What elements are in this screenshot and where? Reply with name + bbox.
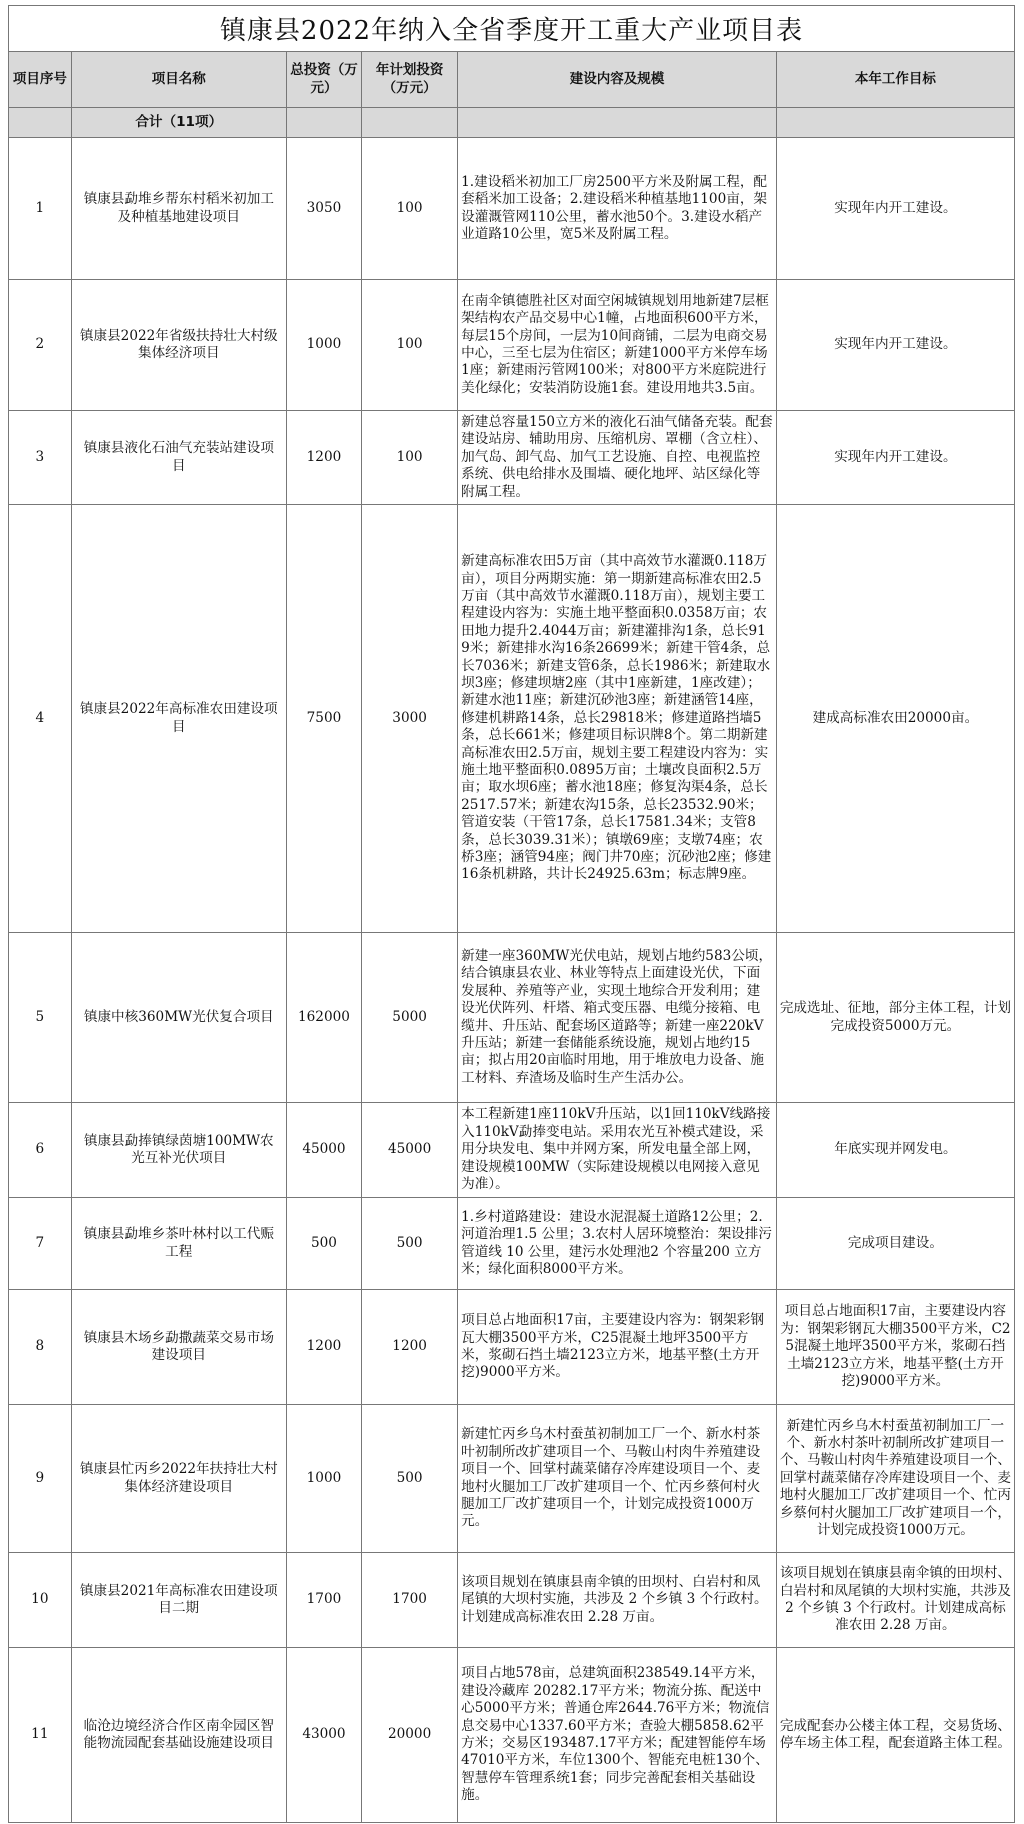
row-annual-investment: 500 <box>362 1198 458 1290</box>
header-annual-investment: 年计划投资（万元） <box>362 52 458 108</box>
row-seq: 10 <box>9 1553 72 1648</box>
header-goal: 本年工作目标 <box>776 52 1014 108</box>
row-goal: 年底实现并网发电。 <box>776 1103 1014 1198</box>
row-total-investment: 1200 <box>286 411 361 505</box>
row-project-name: 镇康县液化石油气充装站建设项目 <box>71 411 286 505</box>
table-row <box>9 1405 1015 1553</box>
row-project-name: 镇康县勐捧镇绿茵塘100MW农光互补光伏项目 <box>71 1103 286 1198</box>
table-row <box>9 411 1015 505</box>
row-annual-investment: 45000 <box>362 1103 458 1198</box>
row-seq: 8 <box>9 1290 72 1405</box>
row-content: 新建忙丙乡乌木村蚕茧初制加工厂一个、新水村茶叶初制所改扩建项目一个、马鞍山村肉牛养殖建设项目一个、回掌村蔬菜储存冷库建设项目一个、麦地村火腿加工厂改扩建项目一个、忙丙乡蔡何村火腿加工厂改扩建项目一个，计划完成投资1000万元。 <box>458 1405 777 1553</box>
row-goal: 完成选址、征地，部分主体工程，计划完成投资5000万元。 <box>776 933 1014 1103</box>
row-project-name: 镇康县忙丙乡2022年扶持壮大村集体经济建设项目 <box>71 1405 286 1553</box>
row-content: 新建高标准农田5万亩（其中高效节水灌溉0.118万亩），项目分两期实施：第一期新建高标准农田2.5万亩（其中高效节水灌溉0.118万亩），规划主要工程建设内容为：实施土地平整面积0.0358万亩；农田地力提升2.4044万亩；新建灌排沟1条，总长919米；新建排水沟16条26699米；新建干管4条，总长7036米；新建支管6条，总长1986米；新建取水坝3座；修建坝塘2座（其中1座新建，1座改建）；新建水池11座；新建沉砂池3座；新建涵管14座，修建机耕路14条，总长29818米；修建道路挡墙5条，总长661米；修建项目标识牌8个。第二期新建高标准农田2.5万亩，规划主要工程建设内容为：实施土地平整面积0.0895万亩；土壤改良面积2.5万亩；取水坝6座；蓄水池18座；修复沟渠4条，总长2517.57米；新建农沟15条，总长23532.90米；管道安装（干管17条，总长17581.34米；支管8条，总长3039.31米）；镇墩69座；支墩74座；农桥3座；涵管94座；阀门井70座；沉砂池2座；修建16条机耕路，共计长24925.63m；标志牌9座。 <box>458 505 777 933</box>
row-seq: 3 <box>9 411 72 505</box>
row-total-investment: 1000 <box>286 280 361 411</box>
row-content: 1.乡村道路建设：建设水泥混凝土道路12公里；2.河道治理1.5 公里；3.农村人居环境整治：架设排污管道线 10 公里，建污水处理池2 个容量200 立方米；绿化面积8000平方米。 <box>458 1198 777 1290</box>
table-row <box>9 280 1015 411</box>
row-goal: 实现年内开工建设。 <box>776 411 1014 505</box>
row-annual-investment: 1200 <box>362 1290 458 1405</box>
row-seq: 6 <box>9 1103 72 1198</box>
row-annual-investment: 100 <box>362 280 458 411</box>
row-total-investment: 1200 <box>286 1290 361 1405</box>
row-seq: 9 <box>9 1405 72 1553</box>
document-frame <box>8 5 1015 1817</box>
row-seq: 7 <box>9 1198 72 1290</box>
row-project-name: 镇康县2022年高标准农田建设项目 <box>71 505 286 933</box>
table-row <box>9 1103 1015 1198</box>
row-content: 该项目规划在镇康县南伞镇的田坝村、白岩村和凤尾镇的大坝村实施，共涉及 2 个乡镇 3 个行政村。计划建成高标准农田 2.28 万亩。 <box>458 1553 777 1648</box>
row-total-investment: 43000 <box>286 1648 361 1823</box>
row-goal: 该项目规划在镇康县南伞镇的田坝村、白岩村和凤尾镇的大坝村实施，共涉及 2 个乡镇 3 个行政村。计划建成高标准农田 2.28 万亩。 <box>776 1553 1014 1648</box>
table-row <box>9 1290 1015 1405</box>
row-content: 1.建设稻米初加工厂房2500平方米及附属工程，配套稻米加工设备；2.建设稻米种植基地1100亩，架设灌溉管网110公里，蓄水池50个。3.建设水稻产业道路10公里，宽5米及附属工程。 <box>458 138 777 280</box>
row-project-name: 镇康县勐堆乡茶叶林村以工代赈工程 <box>71 1198 286 1290</box>
row-content: 项目占地578亩，总建筑面积238549.14平方米，建设冷藏库 20282.17平方米；物流分拣、配送中心5000平方米；普通仓库2644.76平方米；物流信息交易中心1337.60平方米；查验大棚5858.62平方米；交易区193487.17平方米；配建智能停车场 47010平方米，车位1300个、智能充电桩130个、智慧停车管理系统1套；同步完善配套相关基础设施。 <box>458 1648 777 1823</box>
row-annual-investment: 500 <box>362 1405 458 1553</box>
row-content: 项目总占地面积17亩，主要建设内容为：钢架彩钢瓦大棚3500平方米，C25混凝土地坪3500平方米，浆砌石挡土墙2123立方米，地基平整(土方开挖)9000平方米。 <box>458 1290 777 1405</box>
row-content: 新建一座360MW光伏电站，规划占地约583公顷，结合镇康县农业、林业等特点上面建设光伏，下面发展种、养殖等产业，实现土地综合开发利用；建设光伏阵列、杆塔、箱式变压器、电缆分接箱、电缆井、升压站、配套场区道路等；新建一座220kV升压站；新建一套储能系统设施，规划占地约15亩；拟占用20亩临时用地，用于堆放电力设备、施工材料、弃渣场及临时生产生活办公。 <box>458 933 777 1103</box>
row-total-investment: 1700 <box>286 1553 361 1648</box>
table-row <box>9 1198 1015 1290</box>
row-seq: 11 <box>9 1648 72 1823</box>
table-row <box>9 505 1015 933</box>
total-label: 合计（11项） <box>71 108 286 138</box>
table-row <box>9 933 1015 1103</box>
row-goal: 新建忙丙乡乌木村蚕茧初制加工厂一个、新水村茶叶初制所改扩建项目一个、马鞍山村肉牛养殖建设项目一个、回掌村蔬菜储存冷库建设项目一个、麦地村火腿加工厂改扩建项目一个、忙丙乡蔡何村火腿加工厂改扩建项目一个，计划完成投资1000万元。 <box>776 1405 1014 1553</box>
row-total-investment: 162000 <box>286 933 361 1103</box>
header-content: 建设内容及规模 <box>458 52 777 108</box>
table-row <box>9 138 1015 280</box>
row-annual-investment: 100 <box>362 138 458 280</box>
row-total-investment: 1000 <box>286 1405 361 1553</box>
row-total-investment: 3050 <box>286 138 361 280</box>
row-project-name: 镇康县木场乡勐撒蔬菜交易市场建设项目 <box>71 1290 286 1405</box>
row-project-name: 临沧边境经济合作区南伞园区智能物流园配套基础设施建设项目 <box>71 1648 286 1823</box>
row-annual-investment: 5000 <box>362 933 458 1103</box>
row-project-name: 镇康中核360MW光伏复合项目 <box>71 933 286 1103</box>
row-annual-investment: 20000 <box>362 1648 458 1823</box>
row-total-investment: 7500 <box>286 505 361 933</box>
row-content: 在南伞镇德胜社区对面空闲城镇规划用地新建7层框架结构农产品交易中心1幢，占地面积600平方米，每层15个房间，一层为10间商铺，二层为电商交易中心，三至七层为住宿区；新建1000平方米停车场1座；新建雨污管网100米；对800平方米庭院进行美化绿化；安装消防设施1套。建设用地共3.5亩。 <box>458 280 777 411</box>
row-seq: 5 <box>9 933 72 1103</box>
row-goal: 建成高标准农田20000亩。 <box>776 505 1014 933</box>
row-content: 本工程新建1座110kV升压站，以1回110kV线路接入110kV勐捧变电站。采用农光互补模式建设，采用分块发电、集中并网方案，所发电量全部上网，建设规模100MW（实际建设规模以电网接入意见为准）。 <box>458 1103 777 1198</box>
row-goal: 实现年内开工建设。 <box>776 280 1014 411</box>
header-total-investment: 总投资（万元） <box>286 52 361 108</box>
header-name: 项目名称 <box>71 52 286 108</box>
table-row <box>9 1553 1015 1648</box>
row-annual-investment: 3000 <box>362 505 458 933</box>
row-goal: 项目总占地面积17亩，主要建设内容为：钢架彩钢瓦大棚3500平方米，C25混凝土地坪3500平方米，浆砌石挡土墙2123立方米，地基平整(土方开挖)9000平方米。 <box>776 1290 1014 1405</box>
row-project-name: 镇康县2021年高标准农田建设项目二期 <box>71 1553 286 1648</box>
row-goal: 实现年内开工建设。 <box>776 138 1014 280</box>
row-seq: 4 <box>9 505 72 933</box>
row-annual-investment: 100 <box>362 411 458 505</box>
page-title: 镇康县2022年纳入全省季度开工重大产业项目表 <box>8 5 1015 51</box>
row-total-investment: 500 <box>286 1198 361 1290</box>
row-annual-investment: 1700 <box>362 1553 458 1648</box>
row-project-name: 镇康县2022年省级扶持壮大村级集体经济项目 <box>71 280 286 411</box>
row-seq: 2 <box>9 280 72 411</box>
header-seq: 项目序号 <box>9 52 72 108</box>
row-seq: 1 <box>9 138 72 280</box>
row-project-name: 镇康县勐堆乡帮东村稻米初加工及种植基地建设项目 <box>71 138 286 280</box>
header-row <box>9 52 1015 108</box>
table-row <box>9 1648 1015 1823</box>
row-goal: 完成项目建设。 <box>776 1198 1014 1290</box>
row-goal: 完成配套办公楼主体工程，交易货场、停车场主体工程，配套道路主体工程。 <box>776 1648 1014 1823</box>
total-row <box>9 108 1015 138</box>
row-content: 新建总容量150立方米的液化石油气储备充装。配套建设站房、辅助用房、压缩机房、罩棚（含立柱）、加气岛、卸气岛、加气工艺设施、自控、电视监控系统、供电给排水及围墙、硬化地坪、站区绿化等附属工程。 <box>458 411 777 505</box>
row-total-investment: 45000 <box>286 1103 361 1198</box>
projects-table <box>8 51 1015 1823</box>
